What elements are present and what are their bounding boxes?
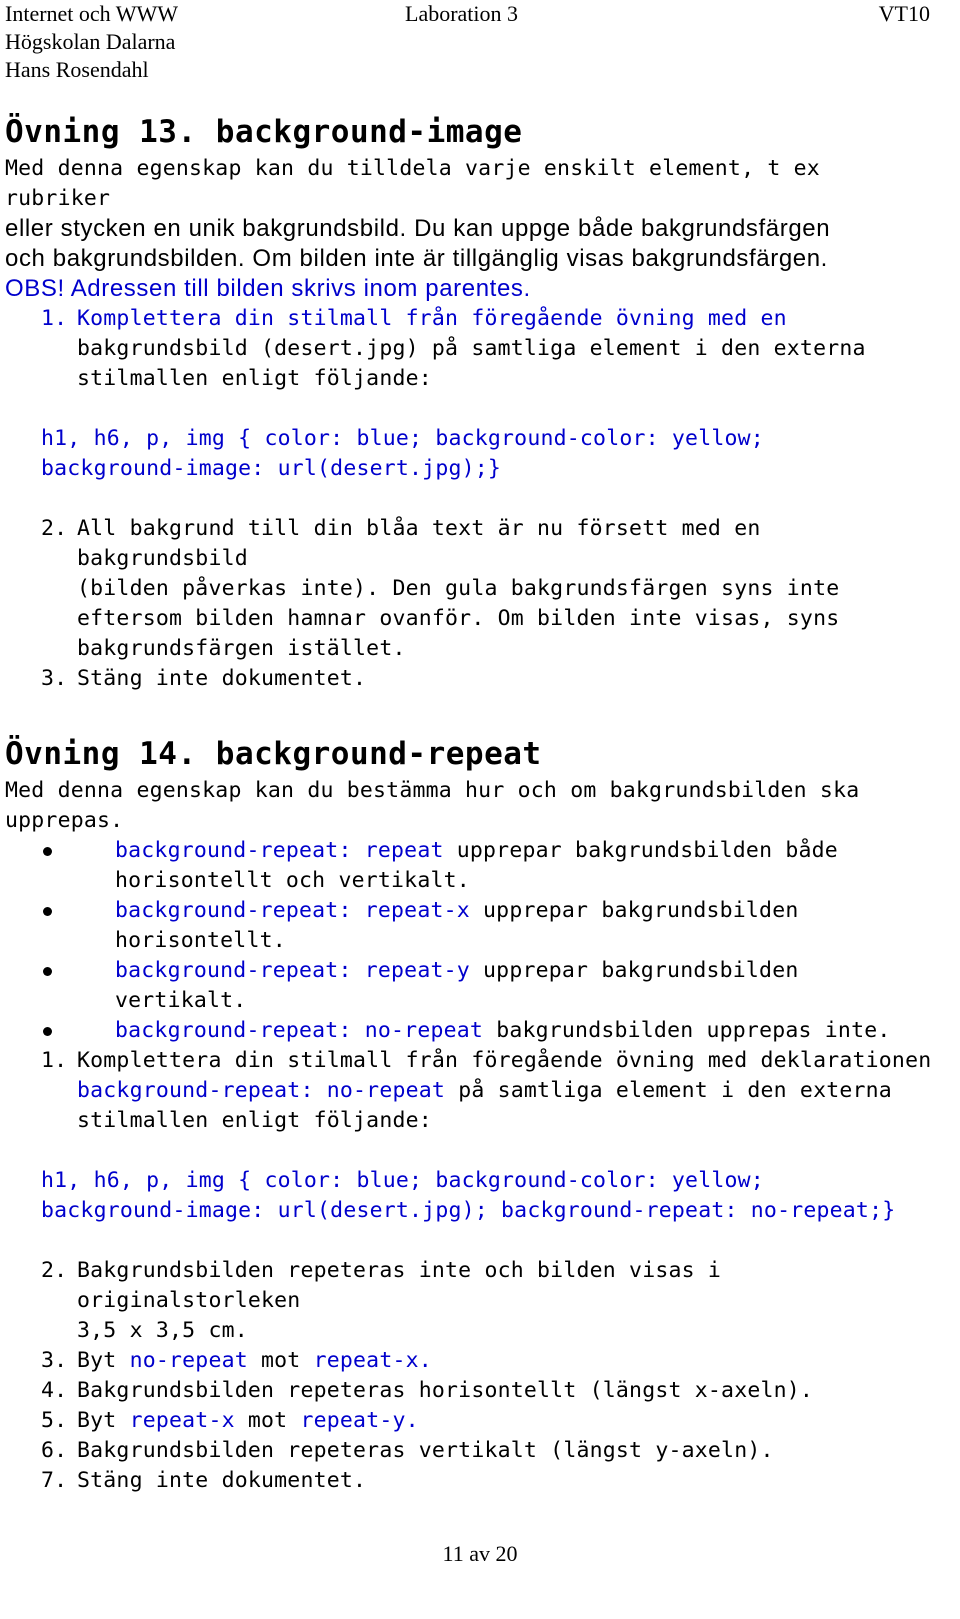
ex14-step-1: 1. Komplettera din stilmall från föregående övning med deklarationen background-repeat: no-repeat på samtliga element i den externa stilmallen enligt följande: xyxy=(41,1048,932,1133)
bullet-no-repeat: background-repeat: no-repeat bakgrundsbilden upprepas inte. xyxy=(5,1016,935,1046)
school-name: Högskolan Dalarna xyxy=(5,29,176,54)
ex13-step-2: 2. All bakgrund till din blåa text är nu försett med en bakgrundsbild (bilden påverkas inte). Den gula bakgrundsfärgen syns inte eftersom bilden hamnar ovanför. Om bilden inte visas, syns bakgrundsfärgen istället. xyxy=(41,516,840,661)
bullet-dot-icon xyxy=(5,836,115,896)
ex13-intro-line-3: och bakgrundsbilden. Om bilden inte är tillgänglig visas bakgrundsfärgen. xyxy=(5,245,828,272)
header-row-1 xyxy=(5,0,930,28)
ex14-step-5: 5. Byt repeat-x mot repeat-y. xyxy=(41,1408,419,1433)
ex13-code-block xyxy=(5,424,935,484)
page-number: 11 av 20 xyxy=(442,1541,518,1566)
ex14-steps xyxy=(5,1046,935,1136)
ex14-step-3: 3. Byt no-repeat mot repeat-x. xyxy=(41,1348,432,1373)
exercise-14-heading: Övning 14. background-repeat xyxy=(5,736,542,772)
ex13-steps xyxy=(5,304,935,394)
ex14-code-block xyxy=(5,1166,935,1226)
author-name: Hans Rosendahl xyxy=(5,57,149,82)
ex13-steps-cont xyxy=(5,514,935,694)
ex13-intro-line-1: Med denna egenskap kan du tilldela varje enskilt element, t ex rubriker xyxy=(5,156,820,211)
ex13-code-line-1: h1, h6, p, img { color: blue; background-color: yellow; xyxy=(41,426,764,451)
course-title: Internet och WWW xyxy=(5,1,179,26)
ex14-step-2: 2. Bakgrundsbilden repeteras inte och bilden visas i originalstorleken 3,5 x 3,5 cm. xyxy=(41,1258,722,1343)
ex13-intro-line-4: OBS! Adressen till bilden skrivs inom parentes. xyxy=(5,275,531,302)
bullet-dot-icon xyxy=(5,956,115,1016)
ex13-intro-line-2: eller stycken en unik bakgrundsbild. Du kan uppge både bakgrundsfärgen xyxy=(5,215,831,242)
page-header xyxy=(5,0,930,84)
ex14-steps-cont xyxy=(5,1256,935,1496)
ex14-step-7: 7. Stäng inte dokumentet. xyxy=(41,1468,367,1493)
ex13-code-line-2: background-image: url(desert.jpg);} xyxy=(41,456,502,481)
ex13-step-3: 3. Stäng inte dokumentet. xyxy=(41,666,367,691)
bullet-repeat-y: background-repeat: repeat-y upprepar bakgrundsbilden vertikalt. xyxy=(5,956,935,1016)
ex14-code-line-1: h1, h6, p, img { color: blue; background-color: yellow; xyxy=(41,1168,764,1193)
document-body xyxy=(5,110,935,1496)
ex14-step-4: 4. Bakgrundsbilden repeteras horisontellt (längst x-axeln). xyxy=(41,1378,814,1403)
exercise-13-heading: Övning 13. background-image xyxy=(5,114,523,150)
ex14-bullets xyxy=(5,836,935,1046)
ex14-intro-line-1: Med denna egenskap kan du bestämma hur och om bakgrundsbilden ska xyxy=(5,778,860,803)
ex14-intro-line-2: upprepas. xyxy=(5,808,124,833)
bullet-repeat-x: background-repeat: repeat-x upprepar bakgrundsbilden horisontellt. xyxy=(5,896,935,956)
bullet-dot-icon xyxy=(5,896,115,956)
ex14-step-6: 6. Bakgrundsbilden repeteras vertikalt (längst y-axeln). xyxy=(41,1438,774,1463)
term-label: VT10 xyxy=(878,1,930,26)
ex14-code-line-2: background-image: url(desert.jpg); background-repeat: no-repeat;} xyxy=(41,1198,896,1223)
bullet-repeat: background-repeat: repeat upprepar bakgrundsbilden både horisontellt och vertikalt. xyxy=(5,836,935,896)
bullet-dot-icon xyxy=(5,1016,115,1046)
lab-title: Laboration 3 xyxy=(405,1,519,26)
ex13-step-1: 1. Komplettera din stilmall från föregående övning med en bakgrundsbild (desert.jpg) på samtliga element i den externa stilmallen enligt följande: xyxy=(41,306,866,391)
